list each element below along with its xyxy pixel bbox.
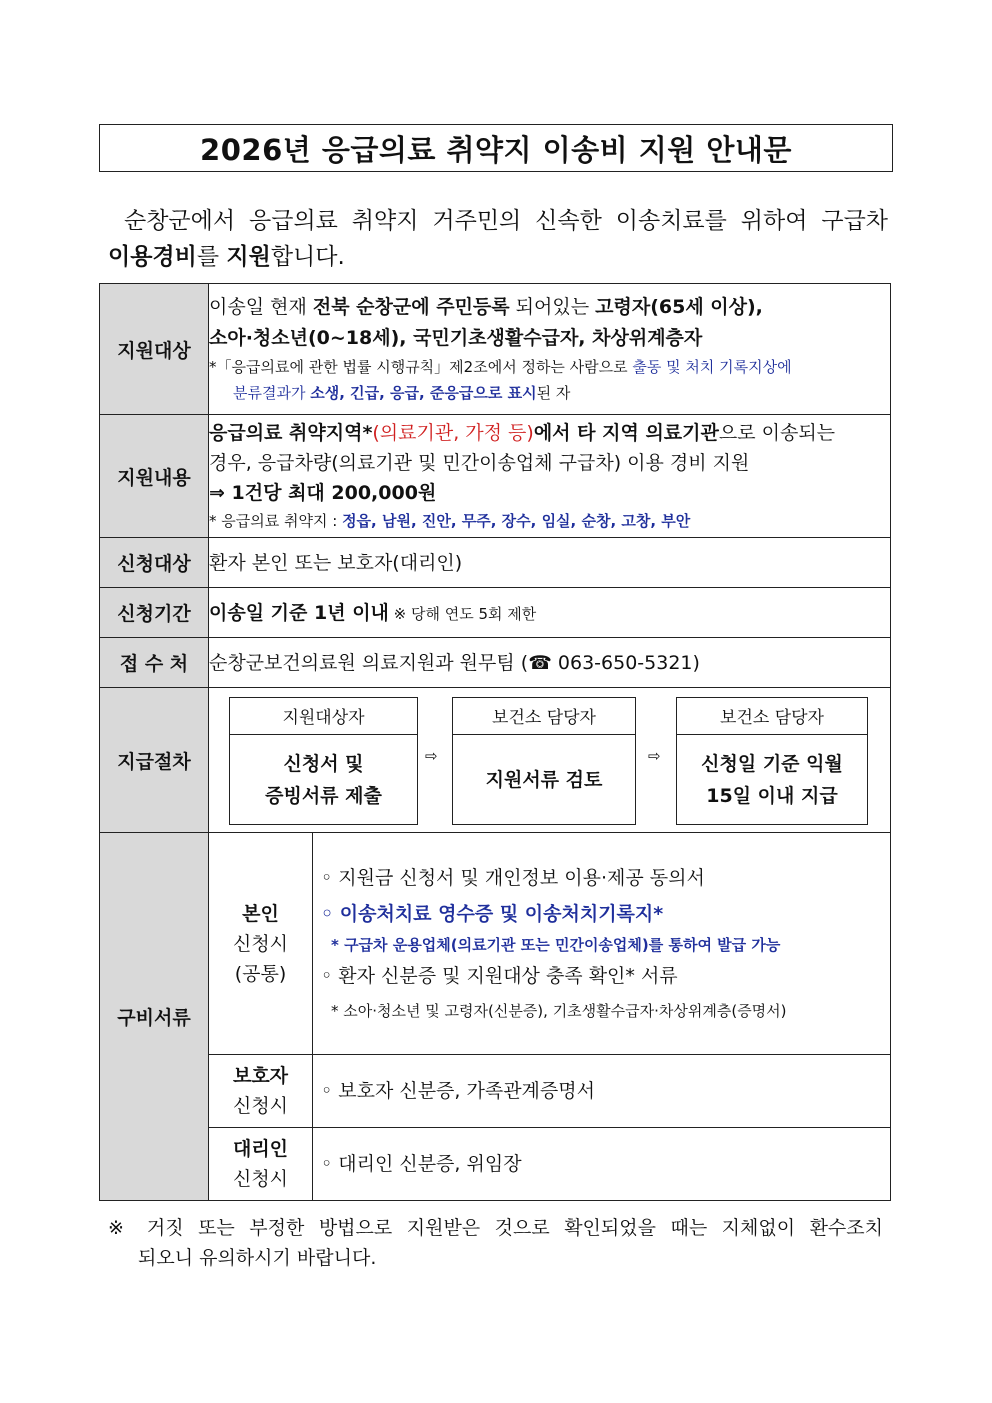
arrow-right-icon: ⇨	[648, 746, 661, 765]
docs-agent: ◦ 대리인 신분증, 위임장	[313, 1128, 891, 1201]
step-2-head: 보건소 담당자	[453, 698, 635, 735]
step-3-head: 보건소 담당자	[677, 698, 867, 735]
doc-item-2: ◦ 이송처치료 영수증 및 이송처치기록지*	[321, 902, 664, 925]
row-documents-guardian	[100, 1055, 891, 1128]
content-office: 순창군보건의료원 의료지원과 원무팀 (☎ 063-650-5321)	[209, 638, 891, 688]
row-documents-self	[100, 833, 891, 1055]
footer-line-1: ※ 거짓 또는 부정한 방법으로 지원받은 것으로 확인되었을 때는 지체없이 환수조치	[108, 1217, 883, 1239]
procedure-step-2	[452, 697, 636, 825]
intro-line-1: 순창군에서 응급의료 취약지 거주민의 신속한 이송치료를 위하여 구급차	[124, 208, 888, 234]
content-period: 이송일 기준 1년 이내 ※ 당해 연도 5회 제한	[209, 588, 891, 638]
doc-item-2-note: * 구급차 운용업체(의료기관 또는 민간이송업체)를 통하여 발급 가능	[331, 935, 781, 954]
content-applicant: 환자 본인 또는 보호자(대리인)	[209, 538, 891, 588]
label-applicant: 신청대상	[100, 538, 209, 588]
procedure-step-1	[229, 697, 418, 825]
row-office	[100, 638, 891, 688]
row-target	[100, 284, 891, 415]
row-period	[100, 588, 891, 638]
intro-paragraph	[108, 203, 888, 275]
footer-warning	[108, 1213, 883, 1273]
doc-item-3-note: * 소아·청소년 및 고령자(신분증), 기초생활수급자·차상위계층(증명서)	[331, 1001, 787, 1020]
docs-self	[313, 833, 891, 1055]
step-1-body: 신청서 및 증빙서류 제출	[265, 752, 382, 807]
procedure-step-3	[676, 697, 868, 825]
label-content: 지원내용	[100, 415, 209, 538]
content-procedure	[209, 688, 891, 833]
arrow-right-icon: ⇨	[425, 746, 438, 765]
content-support: 응급의료 취약지역*(의료기관, 가정 등)에서 타 지역 의료기관으로 이송되는 경우, 응급차량(의료기관 및 민간이송업체 구급차) 이용 경비 지원 ⇒ 1건당 최대 200,000원 * 응급의료 취약지 : 정읍, 남원, 진안, 무주, 장수, 임실, 순창, 고창, 부안	[209, 415, 891, 538]
label-documents: 구비서류	[100, 833, 209, 1201]
row-documents-agent	[100, 1128, 891, 1201]
step-1-head: 지원대상자	[230, 698, 417, 735]
row-applicant	[100, 538, 891, 588]
row-content	[100, 415, 891, 538]
content-target: 이송일 현재 전북 순창군에 주민등록 되어있는 고령자(65세 이상), 소아·청소년(0~18세), 국민기초생활수급자, 차상위계층자 *「응급의료에 관한 법률 시행규칙」제2조에서 정하는 사람으로 출동 및 처치 기록지상에 분류결과가 소생, 긴급, 응급, 준응급으로 표시된 자	[209, 284, 891, 415]
step-3-body: 신청일 기준 익월 15일 이내 지급	[701, 752, 843, 807]
sub-guardian: 보호자 신청시	[209, 1055, 313, 1128]
info-table	[99, 283, 891, 1201]
label-office: 접 수 처	[100, 638, 209, 688]
step-2-body: 지원서류 검토	[485, 768, 603, 791]
page-title: 2026년 응급의료 취약지 이송비 지원 안내문	[99, 124, 893, 172]
docs-guardian: ◦ 보호자 신분증, 가족관계증명서	[313, 1055, 891, 1128]
intro-line-2: 이용경비를 지원합니다.	[108, 244, 345, 270]
doc-item-1: ◦ 지원금 신청서 및 개인정보 이용·제공 동의서	[321, 866, 705, 889]
label-target: 지원대상	[100, 284, 209, 415]
footer-line-2: 되오니 유의하시기 바랍니다.	[138, 1247, 377, 1269]
sub-agent: 대리인 신청시	[209, 1128, 313, 1201]
sub-self: 본인 신청시 (공통)	[209, 833, 313, 1055]
row-procedure	[100, 688, 891, 833]
doc-item-3: ◦ 환자 신분증 및 지원대상 충족 확인* 서류	[321, 964, 678, 987]
label-period: 신청기간	[100, 588, 209, 638]
label-procedure: 지급절차	[100, 688, 209, 833]
